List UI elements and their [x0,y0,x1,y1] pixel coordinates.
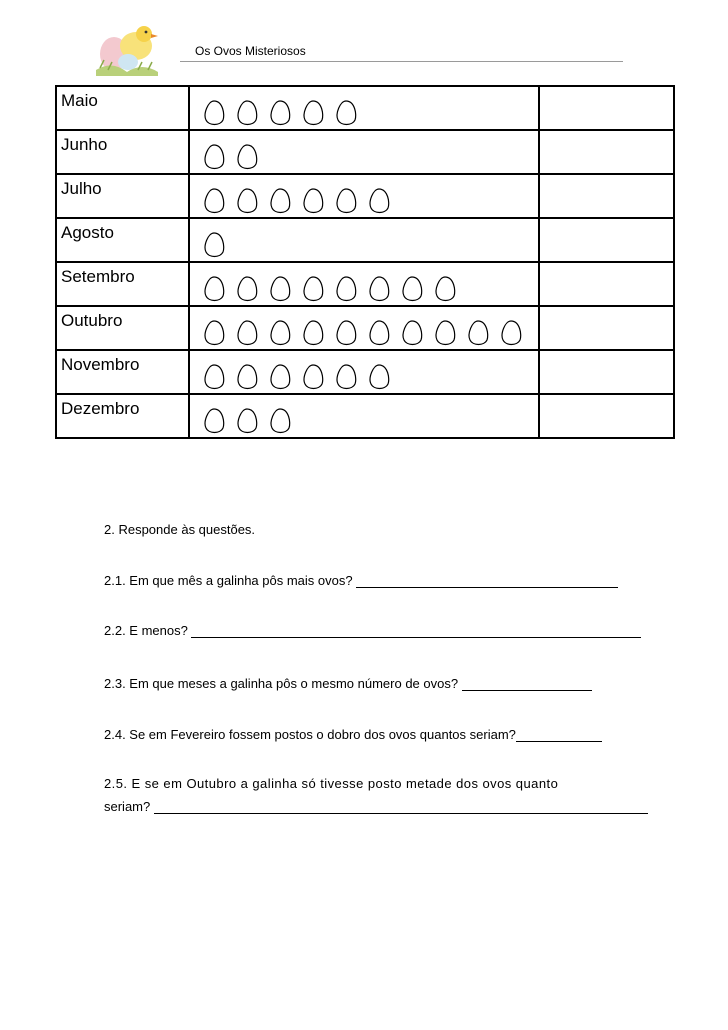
egg-icon [338,101,357,125]
answer-cell[interactable] [539,262,674,306]
egg-icon [371,365,390,389]
question-2-5-text-continued: seriam? [104,799,151,814]
month-row [56,306,674,350]
egg-count-cell [189,306,538,350]
egg-icon [404,277,423,301]
month-row [56,86,674,130]
question-2-4-text: 2.4. Se em Fevereiro fossem postos o dobro dos ovos quantos seriam? [104,727,516,742]
egg-icon [437,277,456,301]
egg-icon [305,189,324,213]
question-2-3-text: 2.3. Em que meses a galinha pôs o mesmo número de ovos? [104,676,459,691]
month-name: Maio [56,86,189,130]
egg-icon [371,189,390,213]
answer-line-2-2[interactable] [191,623,641,638]
answer-cell[interactable] [539,218,674,262]
question-2-3 [104,676,656,691]
month-row [56,262,674,306]
answer-line-2-3[interactable] [462,676,592,691]
answer-cell[interactable] [539,174,674,218]
month-row [56,130,674,174]
header-divider [180,61,623,62]
question-2-5 [104,776,656,814]
egg-row [204,143,270,171]
egg-icon [239,409,258,433]
egg-icon [239,321,258,345]
answer-cell[interactable] [539,394,674,438]
egg-icon [338,277,357,301]
egg-icon [503,321,522,345]
answer-cell[interactable] [539,86,674,130]
egg-icon [239,277,258,301]
egg-icon [206,145,225,169]
egg-icon [371,321,390,345]
egg-icon [305,365,324,389]
egg-count-cell [189,86,538,130]
egg-icon [206,277,225,301]
answer-cell[interactable] [539,350,674,394]
egg-icon [239,145,258,169]
page-title: Os Ovos Misteriosos [195,44,306,58]
egg-icon [239,189,258,213]
egg-row-wrapper [204,407,303,435]
egg-icon [206,409,225,433]
egg-row-wrapper [204,275,468,303]
egg-row [204,319,534,347]
answer-line-2-5[interactable] [154,799,648,814]
egg-icon [272,277,291,301]
question-2-2 [104,623,656,638]
egg-row-wrapper [204,99,369,127]
egg-count-cell [189,130,538,174]
month-name: Novembro [56,350,189,394]
question-2-1 [104,573,656,588]
month-name: Setembro [56,262,189,306]
month-name: Outubro [56,306,189,350]
egg-icon [272,365,291,389]
month-row [56,350,674,394]
egg-row [204,407,303,435]
egg-icon [206,365,225,389]
answer-line-2-4[interactable] [516,727,602,742]
egg-icon [305,321,324,345]
egg-icon [272,409,291,433]
month-name: Junho [56,130,189,174]
egg-icon [305,277,324,301]
questions-heading: 2. Responde às questões. [104,522,256,537]
egg-icon [272,101,291,125]
egg-icon [404,321,423,345]
month-name: Agosto [56,218,189,262]
question-2-1-text: 2.1. Em que mês a galinha pôs mais ovos? [104,573,353,588]
egg-icon [206,321,225,345]
egg-count-cell [189,262,538,306]
answer-line-2-1[interactable] [356,573,618,588]
answer-cell[interactable] [539,130,674,174]
egg-row [204,187,402,215]
question-2-2-text: 2.2. E menos? [104,623,188,638]
egg-icon [338,365,357,389]
egg-icon [272,321,291,345]
egg-count-cell [189,394,538,438]
egg-row-wrapper [204,319,534,347]
egg-icon [206,233,225,257]
egg-row-wrapper [204,143,270,171]
egg-row-wrapper [204,363,402,391]
egg-row-wrapper [204,231,237,259]
egg-row [204,363,402,391]
egg-count-cell [189,350,538,394]
egg-row-wrapper [204,187,402,215]
egg-icon [305,101,324,125]
egg-icon [206,189,225,213]
egg-row [204,275,468,303]
question-2-5-text: 2.5. E se em Outubro a galinha só tivesse posto metade dos ovos quanto [104,776,559,791]
egg-icon [239,365,258,389]
month-row [56,174,674,218]
egg-count-cell [189,174,538,218]
header-logo [92,20,162,78]
egg-icon [272,189,291,213]
egg-icon [470,321,489,345]
egg-icon [338,189,357,213]
egg-row [204,231,237,259]
month-name: Julho [56,174,189,218]
egg-icon [437,321,456,345]
month-row [56,218,674,262]
month-row [56,394,674,438]
egg-icon [239,101,258,125]
answer-cell[interactable] [539,306,674,350]
egg-icon [371,277,390,301]
egg-row [204,99,369,127]
egg-icon [206,101,225,125]
question-2-4 [104,727,656,742]
egg-count-cell [189,218,538,262]
egg-icon [338,321,357,345]
month-name: Dezembro [56,394,189,438]
month-egg-table [55,85,675,439]
